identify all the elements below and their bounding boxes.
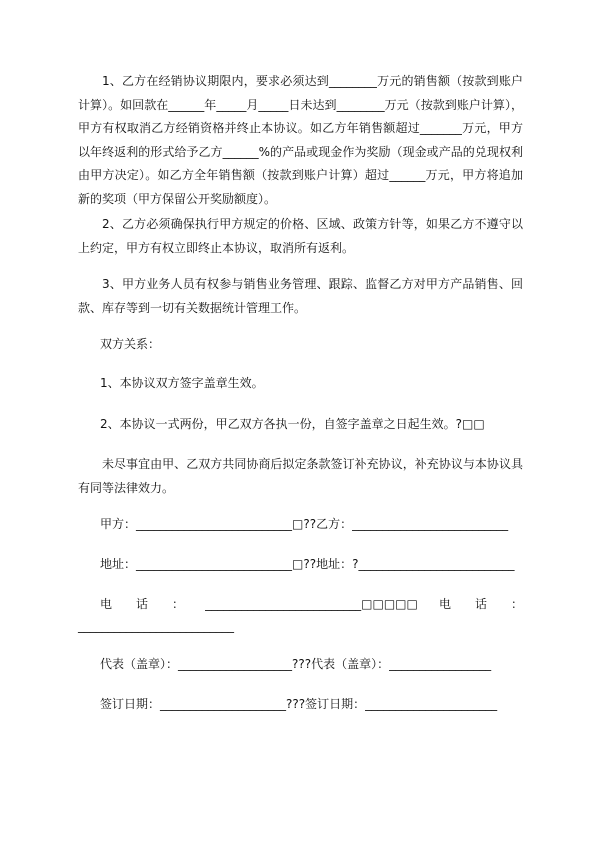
phone-label-right: 电 话 ： [438, 597, 523, 611]
closing-paragraph: 未尽事宜由甲、乙双方共同协商后拟定条款签订补充协议，补充协议与本协议具有同等法律效力。 [78, 457, 523, 495]
clause-2: 2、乙方必须确保执行甲方规定的价格、区域、政策方针等，如果乙方不遵守以上约定，甲方有权立即终止本协议，取消所有返利。 [78, 217, 523, 255]
signature-party-line: 甲方：__________________________□??乙方：__________________________ [100, 517, 509, 531]
clause-1: 1、乙方在经销协议期限内，要求必须达到________万元的销售额（按款到账户计算）。如回款在______年_____月_____日未达到________万元（按款到账户计算），甲方有权取消乙方经销资格并终止本协议。如乙方年销售额超过_______万元，甲方以年终返利的形式给予乙方______%的产品或现金作为奖励（现金或产品的兑现权利由甲方决定）。如乙方全年销售额（按款到账户计算）超过______万元，甲方将追加新的奖项（甲方保留公开奖励额度）。 [78, 74, 523, 206]
signature-address-line: 地址：__________________________□??地址：?__________________________ [100, 557, 515, 571]
signature-date-line: 签订日期：_____________________???签订日期：______________________ [100, 697, 498, 711]
signature-representative-line: 代表（盖章）：___________________???代表（盖章）：_________________ [100, 657, 492, 671]
phone-label-left: 电 话 ： [100, 597, 185, 611]
relation-heading: 双方关系： [100, 337, 161, 351]
clause-3: 3、甲方业务人员有权参与销售业务管理、跟踪、监督乙方对甲方产品销售、回款、库存等到一切有关数据统计管理工作。 [78, 277, 523, 315]
relation-item-1: 1、本协议双方签字盖章生效。 [100, 376, 264, 390]
relation-item-2: 2、本协议一式两份，甲乙双方各执一份，自签字盖章之日起生效。?□□ [100, 417, 485, 431]
phone-blank-right: __________________________ [78, 619, 234, 633]
signature-phone-line [100, 593, 523, 616]
phone-blank-left: __________________________□□□□□ [205, 597, 418, 611]
